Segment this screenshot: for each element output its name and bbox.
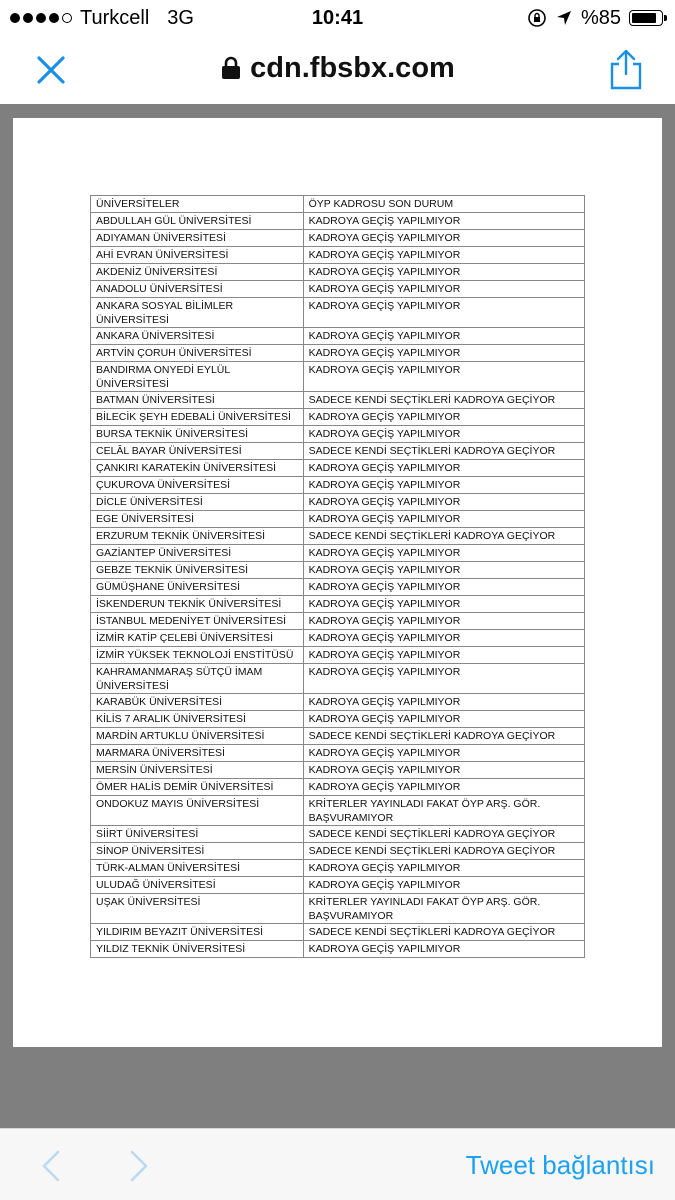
carrier-name: Turkcell — [80, 7, 150, 29]
table-row — [91, 511, 585, 528]
status-cell: KADROYA GEÇİŞ YAPILMIYOR — [304, 511, 585, 528]
status-cell: KADROYA GEÇİŞ YAPILMIYOR — [304, 647, 585, 664]
clock: 10:41 — [311, 7, 364, 29]
header-cell-status: ÖYP KADROSU SON DURUM — [304, 196, 585, 213]
table-row — [91, 443, 585, 460]
university-name-cell: MARDİN ARTUKLU ÜNİVERSİTESİ — [91, 728, 304, 745]
status-cell: KADROYA GEÇİŞ YAPILMIYOR — [304, 230, 585, 247]
status-cell: KADROYA GEÇİŞ YAPILMIYOR — [304, 298, 585, 328]
status-cell: KADROYA GEÇİŞ YAPILMIYOR — [304, 762, 585, 779]
status-cell: KADROYA GEÇİŞ YAPILMIYOR — [304, 941, 585, 958]
status-cell: KADROYA GEÇİŞ YAPILMIYOR — [304, 477, 585, 494]
status-cell: KADROYA GEÇİŞ YAPILMIYOR — [304, 460, 585, 477]
university-name-cell: SİNOP ÜNİVERSİTESİ — [91, 843, 304, 860]
university-name-cell: TÜRK-ALMAN ÜNİVERSİTESİ — [91, 860, 304, 877]
status-cell: KADROYA GEÇİŞ YAPILMIYOR — [304, 264, 585, 281]
table-row — [91, 745, 585, 762]
status-cell: KADROYA GEÇİŞ YAPILMIYOR — [304, 779, 585, 796]
status-cell: KADROYA GEÇİŞ YAPILMIYOR — [304, 345, 585, 362]
status-cell: KADROYA GEÇİŞ YAPILMIYOR — [304, 328, 585, 345]
network-type: 3G — [167, 7, 194, 29]
chevron-left-icon[interactable] — [38, 1149, 64, 1183]
status-cell: KADROYA GEÇİŞ YAPILMIYOR — [304, 664, 585, 694]
university-name-cell: İZMİR YÜKSEK TEKNOLOJİ ENSTİTÜSÜ — [91, 647, 304, 664]
university-name-cell: EGE ÜNİVERSİTESİ — [91, 511, 304, 528]
status-cell: KADROYA GEÇİŞ YAPILMIYOR — [304, 409, 585, 426]
table-row — [91, 264, 585, 281]
status-cell: KADROYA GEÇİŞ YAPILMIYOR — [304, 877, 585, 894]
status-cell: KADROYA GEÇİŞ YAPILMIYOR — [304, 281, 585, 298]
university-name-cell: CELÂL BAYAR ÜNİVERSİTESİ — [91, 443, 304, 460]
table-row — [91, 230, 585, 247]
header-cell-universities: ÜNİVERSİTELER — [91, 196, 304, 213]
status-cell: KADROYA GEÇİŞ YAPILMIYOR — [304, 694, 585, 711]
battery-level — [632, 13, 656, 23]
status-cell: SADECE KENDİ SEÇTİKLERİ KADROYA GEÇİYOR — [304, 392, 585, 409]
table-row — [91, 647, 585, 664]
university-name-cell: MERSİN ÜNİVERSİTESİ — [91, 762, 304, 779]
university-name-cell: BATMAN ÜNİVERSİTESİ — [91, 392, 304, 409]
status-cell: KRİTERLER YAYINLADI FAKAT ÖYP ARŞ. GÖR. BAŞVURAMIYOR — [304, 796, 585, 826]
status-cell: KADROYA GEÇİŞ YAPILMIYOR — [304, 362, 585, 392]
table-row — [91, 894, 585, 924]
status-cell: KADROYA GEÇİŞ YAPILMIYOR — [304, 579, 585, 596]
university-name-cell: DİCLE ÜNİVERSİTESİ — [91, 494, 304, 511]
share-icon[interactable] — [606, 48, 646, 90]
document-page — [13, 118, 662, 1047]
table-row — [91, 298, 585, 328]
university-name-cell: AHİ EVRAN ÜNİVERSİTESİ — [91, 247, 304, 264]
university-name-cell: İZMİR KATİP ÇELEBİ ÜNİVERSİTESİ — [91, 630, 304, 647]
status-cell: KADROYA GEÇİŞ YAPILMIYOR — [304, 630, 585, 647]
table-row — [91, 596, 585, 613]
location-arrow-icon — [555, 9, 573, 27]
university-name-cell: UŞAK ÜNİVERSİTESİ — [91, 894, 304, 924]
status-cell: KADROYA GEÇİŞ YAPILMIYOR — [304, 426, 585, 443]
table-row — [91, 796, 585, 826]
table-row — [91, 924, 585, 941]
table-row — [91, 860, 585, 877]
table-row — [91, 826, 585, 843]
status-cell: KADROYA GEÇİŞ YAPILMIYOR — [304, 562, 585, 579]
status-cell: KADROYA GEÇİŞ YAPILMIYOR — [304, 860, 585, 877]
university-name-cell: ÇANKIRI KARATEKİN ÜNİVERSİTESİ — [91, 460, 304, 477]
table-row — [91, 630, 585, 647]
table-row — [91, 460, 585, 477]
table-row — [91, 213, 585, 230]
status-cell: KADROYA GEÇİŞ YAPILMIYOR — [304, 247, 585, 264]
url-text: cdn.fbsbx.com — [250, 52, 455, 84]
university-name-cell: BURSA TEKNİK ÜNİVERSİTESİ — [91, 426, 304, 443]
status-cell: KRİTERLER YAYINLADI FAKAT ÖYP ARŞ. GÖR. BAŞVURAMIYOR — [304, 894, 585, 924]
status-cell: KADROYA GEÇİŞ YAPILMIYOR — [304, 545, 585, 562]
orientation-lock-icon — [527, 8, 547, 28]
bottom-toolbar — [0, 1128, 675, 1200]
document-viewer[interactable] — [0, 104, 675, 1128]
table-row — [91, 477, 585, 494]
table-row — [91, 545, 585, 562]
table-row — [91, 613, 585, 630]
table-row — [91, 328, 585, 345]
table-row — [91, 762, 585, 779]
university-name-cell: KAHRAMANMARAŞ SÜTÇÜ İMAM ÜNİVERSİTESİ — [91, 664, 304, 694]
table-row — [91, 877, 585, 894]
university-table — [90, 195, 585, 958]
university-name-cell: ÖMER HALİS DEMİR ÜNİVERSİTESİ — [91, 779, 304, 796]
university-name-cell: GÜMÜŞHANE ÜNİVERSİTESİ — [91, 579, 304, 596]
university-name-cell: İSKENDERUN TEKNİK ÜNİVERSİTESİ — [91, 596, 304, 613]
lock-icon — [220, 56, 242, 80]
university-name-cell: ULUDAĞ ÜNİVERSİTESİ — [91, 877, 304, 894]
status-cell: SADECE KENDİ SEÇTİKLERİ KADROYA GEÇİYOR — [304, 924, 585, 941]
table-row — [91, 941, 585, 958]
university-name-cell: YILDIZ TEKNİK ÜNİVERSİTESİ — [91, 941, 304, 958]
status-cell: SADECE KENDİ SEÇTİKLERİ KADROYA GEÇİYOR — [304, 843, 585, 860]
table-row — [91, 664, 585, 694]
status-cell: KADROYA GEÇİŞ YAPILMIYOR — [304, 745, 585, 762]
table-row — [91, 426, 585, 443]
table-row — [91, 494, 585, 511]
status-cell: KADROYA GEÇİŞ YAPILMIYOR — [304, 213, 585, 230]
browser-nav-bar — [0, 36, 675, 104]
university-name-cell: ARTVİN ÇORUH ÜNİVERSİTESİ — [91, 345, 304, 362]
table-row — [91, 562, 585, 579]
university-name-cell: ADIYAMAN ÜNİVERSİTESİ — [91, 230, 304, 247]
table-header-row — [91, 196, 585, 213]
university-name-cell: YILDIRIM BEYAZIT ÜNİVERSİTESİ — [91, 924, 304, 941]
university-name-cell: ANADOLU ÜNİVERSİTESİ — [91, 281, 304, 298]
status-cell: KADROYA GEÇİŞ YAPILMIYOR — [304, 613, 585, 630]
university-name-cell: ANKARA SOSYAL BİLİMLER ÜNİVERSİTESİ — [91, 298, 304, 328]
university-name-cell: KARABÜK ÜNİVERSİTESİ — [91, 694, 304, 711]
status-cell: KADROYA GEÇİŞ YAPILMIYOR — [304, 711, 585, 728]
table-row — [91, 247, 585, 264]
university-name-cell: İSTANBUL MEDENİYET ÜNİVERSİTESİ — [91, 613, 304, 630]
university-name-cell: ERZURUM TEKNİK ÜNİVERSİTESİ — [91, 528, 304, 545]
chevron-right-icon[interactable] — [126, 1149, 152, 1183]
tweet-link[interactable]: Tweet bağlantısı — [465, 1150, 655, 1180]
table-row — [91, 345, 585, 362]
university-name-cell: ANKARA ÜNİVERSİTESİ — [91, 328, 304, 345]
table-row — [91, 281, 585, 298]
university-name-cell: BİLECİK ŞEYH EDEBALİ ÜNİVERSİTESİ — [91, 409, 304, 426]
address-bar[interactable] — [0, 50, 675, 86]
university-name-cell: ABDULLAH GÜL ÜNİVERSİTESİ — [91, 213, 304, 230]
status-cell: KADROYA GEÇİŞ YAPILMIYOR — [304, 596, 585, 613]
battery-percent: %85 — [580, 7, 621, 29]
status-right — [527, 6, 663, 30]
university-name-cell: AKDENİZ ÜNİVERSİTESİ — [91, 264, 304, 281]
university-name-cell: GAZİANTEP ÜNİVERSİTESİ — [91, 545, 304, 562]
table-row — [91, 362, 585, 392]
table-row — [91, 728, 585, 745]
table-row — [91, 843, 585, 860]
table-row — [91, 779, 585, 796]
university-name-cell: GEBZE TEKNİK ÜNİVERSİTESİ — [91, 562, 304, 579]
status-cell: KADROYA GEÇİŞ YAPILMIYOR — [304, 494, 585, 511]
university-name-cell: ÇUKUROVA ÜNİVERSİTESİ — [91, 477, 304, 494]
table-row — [91, 409, 585, 426]
status-cell: SADECE KENDİ SEÇTİKLERİ KADROYA GEÇİYOR — [304, 826, 585, 843]
table-row — [91, 711, 585, 728]
table-row — [91, 392, 585, 409]
university-name-cell: KİLİS 7 ARALIK ÜNİVERSİTESİ — [91, 711, 304, 728]
university-name-cell: BANDIRMA ONYEDİ EYLÜL ÜNİVERSİTESİ — [91, 362, 304, 392]
status-bar — [0, 0, 675, 36]
table-row — [91, 579, 585, 596]
table-row — [91, 528, 585, 545]
status-cell: SADECE KENDİ SEÇTİKLERİ KADROYA GEÇİYOR — [304, 528, 585, 545]
university-name-cell: ONDOKUZ MAYIS ÜNİVERSİTESİ — [91, 796, 304, 826]
status-cell: SADECE KENDİ SEÇTİKLERİ KADROYA GEÇİYOR — [304, 728, 585, 745]
university-name-cell: SİİRT ÜNİVERSİTESİ — [91, 826, 304, 843]
status-cell: SADECE KENDİ SEÇTİKLERİ KADROYA GEÇİYOR — [304, 443, 585, 460]
battery-icon — [629, 10, 663, 26]
university-name-cell: MARMARA ÜNİVERSİTESİ — [91, 745, 304, 762]
table-row — [91, 694, 585, 711]
